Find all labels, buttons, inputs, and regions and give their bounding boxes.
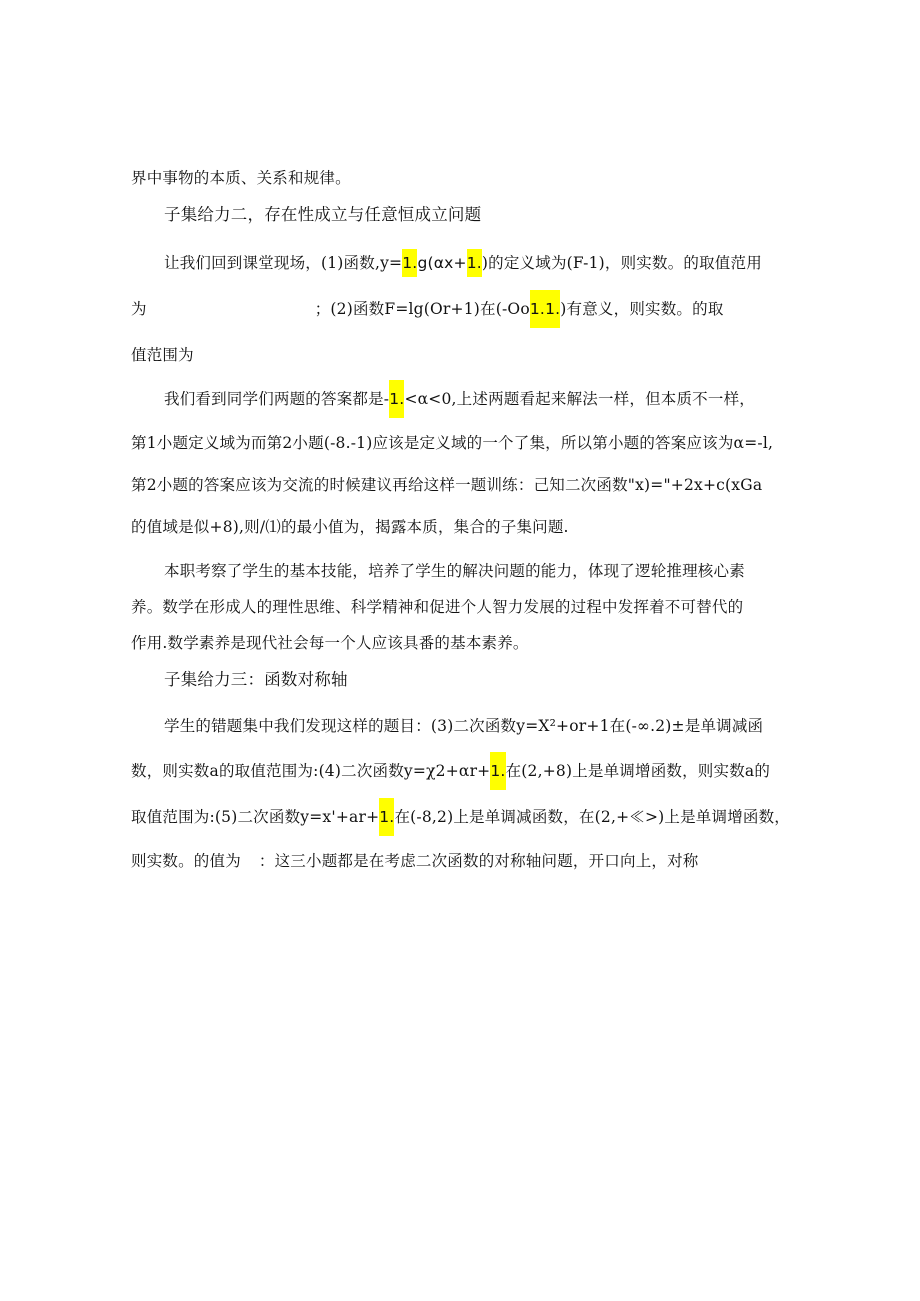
text-line: 界中事物的本质、关系和规律。 xyxy=(131,169,351,187)
text-line: 作用.数学素养是现代社会每一个人应该具番的基本素养。 xyxy=(131,634,529,652)
text-line: 数，则实数a的取值范围为:(4)二次函数y=χ2+αr+1.在(2,+8)上是单调增函数，则实数a的 xyxy=(131,760,791,782)
text-line: 第1小题定义域为而第2小题(-8.-1)应该是定义域的一个了集，所以第小题的答案应该为α=-l, xyxy=(131,434,774,452)
section-heading-3: 子集给力三：函数对称轴 xyxy=(164,670,348,689)
text-line: 为 ；(2)函数F=lg(Or+1)在(-Oo1.1.)有意义，则实数。的取 xyxy=(131,298,791,320)
highlight-mark: 1.1. xyxy=(530,290,560,328)
highlight-mark: 1. xyxy=(467,249,482,277)
text-line: 我们看到同学们两题的答案都是-1.<α<0,上述两题看起来解法一样，但本质不一样， xyxy=(164,388,791,410)
text-line: 取值范围为:(5)二次函数y=x'+ar+1.在(-8,2)上是单调减函数，在(2,+≪>)上是单调增函数， xyxy=(131,806,791,828)
highlight-mark: 1. xyxy=(379,798,394,836)
text-line: 值范围为 xyxy=(131,346,194,364)
text-line: 让我们回到课堂现场，(1)函数,y=1.g(αx+1.)的定义域为(F-1)，则实数。的取值范用 xyxy=(164,252,791,274)
section-heading-2: 子集给力二，存在性成立与任意恒成立问题 xyxy=(164,205,482,224)
text-line: 本职考察了学生的基本技能，培养了学生的解决问题的能力，体现了逻轮推理核心素 xyxy=(164,562,745,580)
highlight-mark: 1. xyxy=(389,380,404,418)
text-line: 的值域是似+8),则/⑴的最小值为，揭露本质，集合的子集问题. xyxy=(131,518,569,536)
highlight-mark: 1. xyxy=(490,752,505,790)
text-line: 养。数学在形成人的理性思维、科学精神和促进个人智力发展的过程中发挥着不可替代的 xyxy=(131,598,744,616)
text-line: 学生的错题集中我们发现这样的题目：(3)二次函数y=X²+or+1在(-∞.2)±是单调减函 xyxy=(164,717,764,735)
highlight-mark: 1. xyxy=(402,249,417,277)
text-line: 则实数。的值为 ：这三小题都是在考虑二次函数的对称轴问题，开口向上，对称 xyxy=(131,852,699,870)
text-line: 第2小题的答案应该为交流的时候建议再给这样一题训练：己知二次函数"x)="+2x+c(xGa xyxy=(131,476,763,494)
